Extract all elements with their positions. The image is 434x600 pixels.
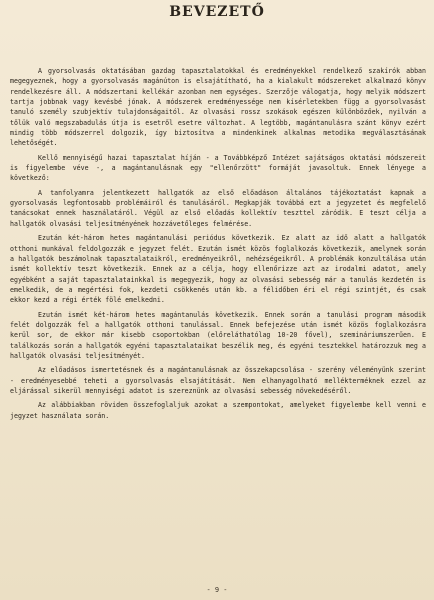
body-text — [10, 66, 426, 425]
page-number: - 9 - — [206, 586, 228, 594]
paragraph-1: A gyorsolvasás oktatásában gazdag tapasztalatokkal és eredményekkel rendelkező szakírók abban megegyeznek, hogy a gyorsolvasás magánúton is elsajátítható, ha a kialakult módszereket alkalmazó könyv rendelkezésre áll. A módszertani kellékár azonban nem egységes. Szerzője válogatja, hogy melyik módszert tartja jobbnak vagy kevésbé jónak. A módszerek eredményessége nem kísérletekben függ a gyorsolvasást tanuló személy szubjektív tulajdonságaitól. Az olvasási rossz szokások egészen különbözőek, nyilván a tőlük való megszabadulás útja is esetről esetre változhat. A legtöbb, magántanulásra szánt könyv ezért mindig több módszerrel dolgozik, így biztosítva a mindenkinek alkalmas metodika megválasztásának lehetőségét. — [10, 67, 426, 148]
paragraph-7: Az alábbiakban röviden összefoglaljuk azokat a szempontokat, amelyeket figyelembe kell venni e jegyzet használata során. — [10, 401, 426, 420]
paragraph-2: Kellő mennyiségű hazai tapasztalat híján - a Továbbképző Intézet sajátságos oktatási módszereit is figyelembe véve -, a magántanulásnak egy "ellenőrzött" formáját javasoltuk. Ennek lényege a következő: — [10, 153, 426, 183]
page-title: BEVEZETŐ — [169, 4, 265, 20]
paragraph-5: Ezután ismét két-három hetes magántanulás következik. Ennek során a tanulási program második felét dolgozzák fel a hallgatók otthoni tanulással. Ennek befejezése után ismét közös foglalkozásra kerül sor, de ekkor már kisebb csoportokban (előreláthatólag 10-20 fővel), szemináriumszerűen. E találkozás során a hallgatók egyéni tapasztalataikat beszélik meg, és egyéni tesztekkel határozzuk meg a hallgatók olvasási teljesítményét. — [10, 310, 426, 360]
paragraph-3: A tanfolyamra jelentkezett hallgatók az első előadáson általános tájékoztatást kapnak a gyorsolvasás legfontosabb problémáiról és tanulásáról. Megkapják továbbá ezt a jegyzetet és megfelelő tanácsokat ennek használatáról. Végül az első előadás kollektív teszttel záródik. E teszt célja a hallgatók olvasási teljesítményének hozzávetőleges felmérése. — [10, 188, 426, 228]
paragraph-4: Ezután két-három hetes magántanulási periódus következik. Ez alatt az idő alatt a hallgatók otthoni munkával feldolgozzák e jegyzet felét. Ezután ismét közös foglalkozás következik, amelynek során a hallgatók beszámolnak tapasztalataikról, eredményeikről, nehézségeikről. A problémák konzultálása után ismét kollektív teszt következik. Ennek az a célja, hogy ellenőrizze azt az irodalmi adatot, amely egyébként a saját tapasztalatainkkal is megegyezik, hogy az olvasási sebesség már a tanulás kezdetén is emelkedik, de a megértési fok, kezdeti csökkenés után kb. a félidőben éri el régi szintjét, és csak ekkor kezd a régi érték fölé emelkedni. — [10, 234, 426, 305]
paragraph-6: Az előadásos ismertetésnek és a magántanulásnak az összekapcsolása - szerény véleményünk szerint - eredményesebbé teheti a gyorsolvasás elsajátítását. Nem elhanyagolható mellékterméknek ezzel az eljárással sikerül mennyiségi adatot is szereznünk az olvasási sebesség növekedéséről. — [10, 366, 426, 395]
